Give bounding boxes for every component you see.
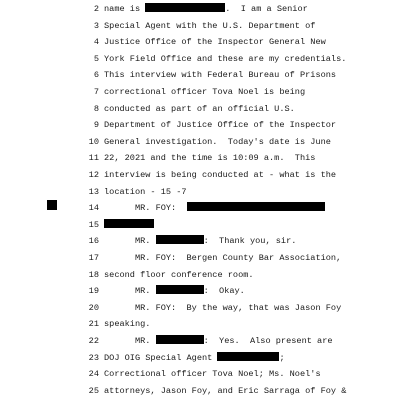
line-text — [104, 118, 400, 133]
line-text-segment: ; — [279, 352, 285, 363]
line-text — [104, 135, 400, 150]
line-number: 9 — [93, 120, 99, 131]
line-number: 16 — [88, 236, 99, 247]
line-text — [104, 151, 400, 166]
transcript-line — [0, 218, 400, 233]
line-number: 2 — [93, 4, 99, 14]
line-number: 17 — [88, 253, 99, 263]
line-text — [104, 201, 400, 216]
line-text-segment: : Okay. — [203, 286, 245, 297]
line-text — [104, 351, 400, 366]
transcript-line — [0, 284, 400, 299]
line-text — [104, 301, 400, 316]
line-text — [104, 334, 400, 349]
line-text-segment: : Thank you, sir. — [203, 236, 297, 247]
transcript-line — [0, 52, 400, 67]
line-text-segment: MR. FOY: — [104, 203, 187, 214]
line-number: 6 — [93, 70, 99, 81]
line-text-segment: Justice Office of the Inspector General New — [104, 37, 326, 48]
line-number: 18 — [88, 269, 99, 280]
line-number: 19 — [88, 286, 99, 297]
line-number: 7 — [93, 87, 99, 97]
line-text-segment: York Field Office and these are my credentials. — [104, 53, 347, 64]
line-number: 3 — [93, 20, 99, 31]
transcript-line — [0, 135, 400, 150]
line-text — [104, 52, 400, 67]
line-text-segment: correctional officer Tova Noel is being — [104, 87, 306, 97]
redaction-bar — [104, 219, 154, 228]
transcript-line — [0, 118, 400, 133]
transcript-line — [0, 85, 400, 100]
line-text-segment: attorneys, Jason Foy, and Eric Sarraga of Foy & — [104, 385, 347, 396]
line-text-segment: . I am a Senior — [225, 4, 308, 14]
line-text-segment: location - 15 -7 — [104, 186, 187, 197]
line-number: 15 — [88, 219, 99, 230]
line-number: 11 — [88, 153, 99, 164]
line-text — [104, 19, 400, 34]
line-text — [104, 168, 400, 183]
line-text-segment: Special Agent with the U.S. Department of — [104, 20, 316, 31]
line-text — [104, 35, 400, 50]
line-text — [104, 85, 400, 100]
redaction-bar — [187, 202, 325, 211]
line-number: 8 — [93, 103, 99, 114]
line-text-segment: speaking. — [104, 319, 151, 330]
line-text-segment: second floor conference room. — [104, 269, 254, 280]
line-text-segment: DOJ OIG Special Agent — [104, 352, 218, 363]
line-text-segment: Correctional officer Tova Noel; Ms. Noel's — [104, 369, 321, 380]
line-text — [104, 367, 400, 382]
transcript-line — [0, 201, 400, 216]
transcript-line — [0, 301, 400, 316]
transcript-line — [0, 334, 400, 349]
line-number: 25 — [88, 385, 99, 396]
line-text-segment: name is — [104, 4, 146, 14]
line-number: 13 — [88, 186, 99, 197]
line-text — [104, 2, 400, 17]
redaction-bar — [145, 3, 225, 12]
transcript-line — [0, 251, 400, 266]
line-text-segment: MR. FOY: Bergen County Bar Association, — [104, 253, 342, 263]
line-text — [104, 185, 400, 200]
transcript-line — [0, 151, 400, 166]
redaction-bar — [217, 352, 279, 361]
line-text-segment: 22, 2021 and the time is 10:09 a.m. This — [104, 153, 316, 164]
line-text-segment: Department of Justice Office of the Inspector — [104, 120, 337, 131]
transcript-line — [0, 68, 400, 83]
line-text — [104, 251, 400, 266]
line-text-segment: General investigation. Today's date is June — [104, 136, 331, 147]
redaction-bar — [156, 285, 204, 294]
transcript-line — [0, 367, 400, 382]
line-text — [104, 102, 400, 117]
line-number: 23 — [88, 352, 99, 363]
transcript-line — [0, 2, 400, 17]
line-number: 4 — [93, 37, 99, 48]
line-text — [104, 284, 400, 299]
line-text-segment: This interview with Federal Bureau of Prisons — [104, 70, 337, 81]
transcript-line — [0, 35, 400, 50]
line-text — [104, 218, 400, 233]
line-text-segment: : Yes. Also present are — [203, 336, 333, 346]
line-text-segment: interview is being conducted at - what is the — [104, 170, 337, 180]
line-text — [104, 317, 400, 332]
transcript-line — [0, 185, 400, 200]
transcript-line — [0, 234, 400, 249]
line-text — [104, 68, 400, 83]
line-number: 10 — [88, 136, 99, 147]
line-number: 20 — [88, 302, 99, 313]
line-number: 14 — [88, 203, 99, 214]
line-number: 24 — [88, 369, 99, 380]
line-text — [104, 268, 400, 283]
line-text-segment: MR. — [104, 336, 156, 346]
transcript-line — [0, 102, 400, 117]
line-number: 12 — [88, 170, 99, 180]
redaction-bar — [156, 235, 204, 244]
line-text-segment: conducted as part of an official U.S. — [104, 103, 295, 114]
transcript-line — [0, 268, 400, 283]
transcript-line — [0, 351, 400, 366]
transcript-line — [0, 384, 400, 399]
transcript-line — [0, 19, 400, 34]
line-number: 21 — [88, 319, 99, 330]
transcript-line — [0, 317, 400, 332]
line-text-segment: MR. FOY: By the way, that was Jason Foy — [104, 302, 342, 313]
line-number: 5 — [93, 53, 99, 64]
transcript-line — [0, 168, 400, 183]
line-text-segment: MR. — [104, 286, 156, 297]
line-text — [104, 384, 400, 399]
redaction-bar — [156, 335, 204, 344]
line-text — [104, 234, 400, 249]
line-text-segment: MR. — [104, 236, 156, 247]
line-number: 22 — [88, 336, 99, 346]
